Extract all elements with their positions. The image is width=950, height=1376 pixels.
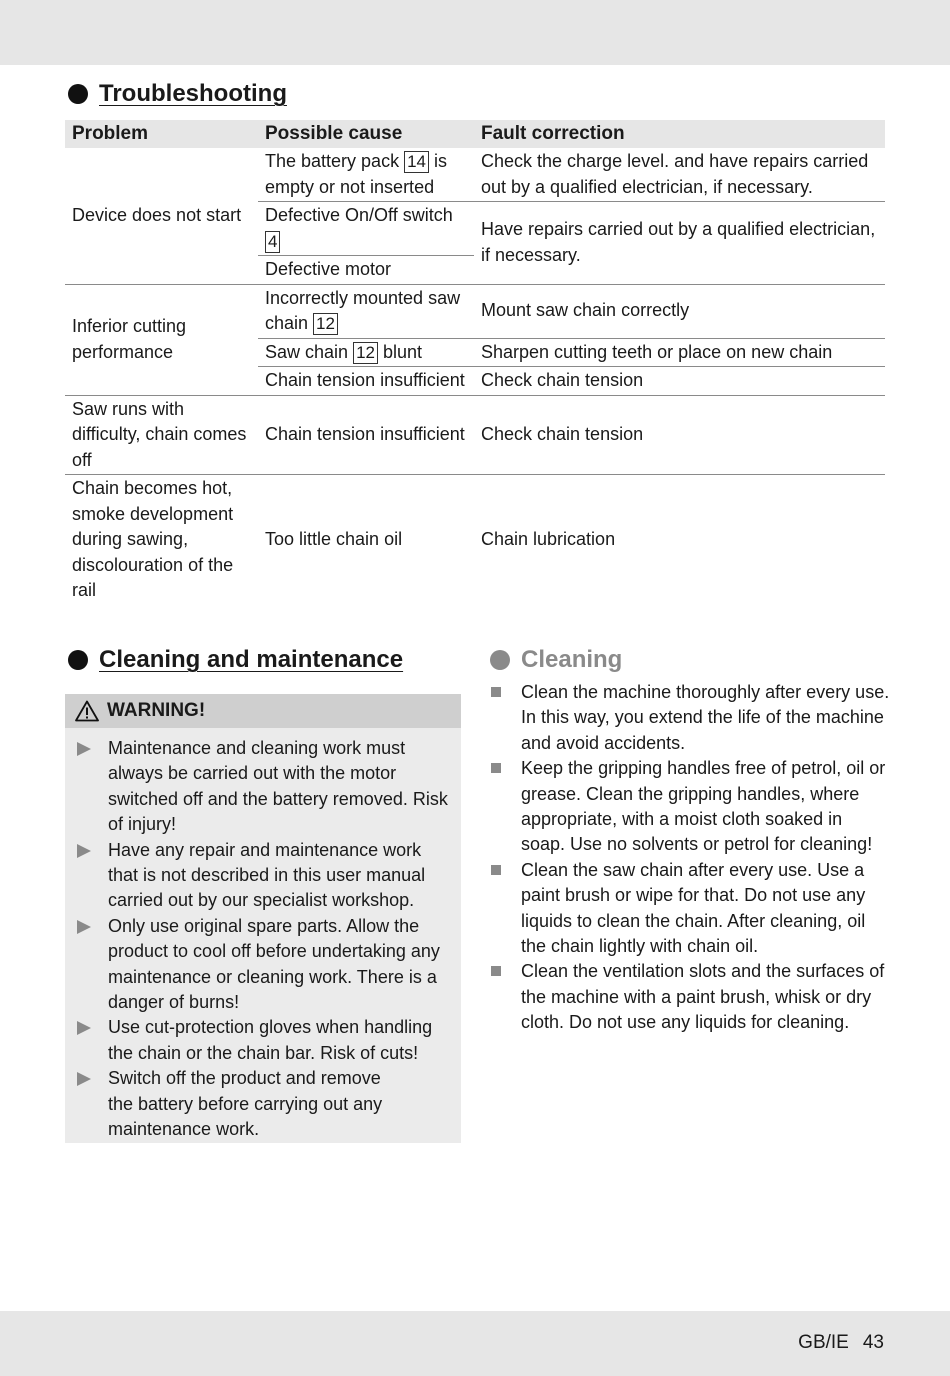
fix-cell [474, 395, 885, 475]
problem-text: Saw runs with difficulty, chain comes off [72, 398, 247, 470]
header-cause: Possible cause [258, 120, 474, 148]
list-item [75, 736, 449, 838]
maintenance-heading [68, 646, 403, 674]
square-bullet-icon [491, 763, 501, 773]
list-item-text: Clean the ventilation slots and the surfaces of the machine with a paint brush, whisk or dry cloth. Do not use any liquids for cleaning. [521, 961, 885, 1033]
problem-text: Device does not start [72, 205, 242, 225]
fix-cell [474, 367, 885, 396]
list-item [75, 838, 449, 914]
table-row [65, 475, 885, 605]
arrow-bullet-icon [77, 742, 91, 756]
table-row [65, 148, 885, 202]
cleaning-heading [490, 646, 622, 674]
cause-cell [258, 395, 474, 475]
cause-text: Chain tension insufficient [265, 370, 465, 390]
square-bullet-icon [491, 966, 501, 976]
list-item [75, 1066, 449, 1142]
fix-text: Check the charge level. and have repairs carried out by a qualified electrician, if necessary. [481, 151, 869, 197]
cause-cell [258, 338, 474, 367]
cause-text: The battery pack [265, 151, 400, 171]
troubleshooting-title: Troubleshooting [99, 80, 287, 107]
part-number-box: 12 [353, 342, 378, 364]
fix-cell [474, 202, 885, 285]
page-number: 43 [862, 1332, 884, 1353]
list-item-text: Keep the gripping handles free of petrol, oil or grease. Clean the gripping handles, where appropriate, with a moist cloth soaked in soap. Use no solvents or petrol for cleaning! [521, 758, 886, 855]
maintenance-title: Cleaning and maintenance [99, 646, 404, 673]
part-number-box: 14 [404, 151, 429, 173]
table-header-row [65, 120, 885, 148]
cause-text: Defective motor [265, 259, 392, 279]
arrow-bullet-icon [77, 920, 91, 934]
cause-text: is empty or not inserted [265, 151, 448, 197]
warning-title: WARNING! [107, 700, 206, 721]
part-number-box: 4 [265, 231, 280, 253]
problem-text: Inferior cutting performance [72, 316, 187, 362]
fix-text: Check chain tension [481, 424, 644, 444]
cause-text: Defective On/Off switch [265, 205, 453, 225]
cause-text: Too little chain oil [265, 529, 403, 549]
fix-cell [474, 284, 885, 338]
problem-cell [65, 475, 258, 605]
cause-cell [258, 256, 474, 285]
table-row [65, 395, 885, 475]
bullet-dot-icon [490, 650, 510, 670]
troubleshooting-table [65, 120, 885, 605]
cause-text: Saw chain [265, 341, 349, 362]
arrow-bullet-icon [77, 844, 91, 858]
list-item-text: Clean the saw chain after every use. Use a paint brush or wipe for that. Do not use any liquids to clean the chain. After cleaning, oil the chain lightly with chain oil. [521, 859, 866, 957]
list-item [490, 756, 890, 858]
square-bullet-icon [491, 865, 501, 875]
list-item-text: Switch off the product and remove the battery before carrying out any maintenance work. [108, 1068, 383, 1140]
cleaning-list [490, 680, 890, 1036]
list-item [490, 680, 890, 756]
problem-cell [65, 395, 258, 475]
cause-cell [258, 367, 474, 396]
page-footer [798, 1332, 884, 1354]
troubleshooting-heading [68, 80, 287, 108]
list-item-text: Clean the machine thoroughly after every use. In this way, you extend the life of the machine and avoid accidents. [521, 682, 890, 753]
table-row [65, 284, 885, 338]
cleaning-title: Cleaning [521, 646, 623, 673]
header-fix: Fault correction [474, 120, 885, 148]
cause-cell [258, 148, 474, 202]
cause-cell [258, 284, 474, 338]
warning-header [65, 694, 461, 728]
warning-box [65, 694, 461, 1143]
fix-cell [474, 338, 885, 367]
fix-text: Sharpen cutting teeth or place on new chain [481, 341, 833, 362]
list-item [75, 1015, 449, 1066]
problem-cell [65, 148, 258, 284]
language-code: GB/IE [798, 1332, 849, 1353]
cause-cell [258, 202, 474, 256]
top-band [0, 0, 950, 65]
warning-triangle-icon [75, 700, 99, 722]
arrow-bullet-icon [77, 1021, 91, 1035]
fix-text: Have repairs carried out by a qualified electrician, if necessary. [481, 219, 876, 265]
list-item [490, 858, 890, 960]
square-bullet-icon [491, 687, 501, 697]
cause-cell [258, 475, 474, 605]
bullet-dot-icon [68, 84, 88, 104]
list-item-text: Only use original spare parts. Allow the product to cool off before undertaking any maintenance or cleaning work. There is a danger of burns! [108, 915, 440, 1013]
fix-text: Check chain tension [481, 370, 644, 390]
cause-text: Incorrectly mounted saw chain [265, 287, 461, 333]
list-item-text: Use cut-protection gloves when handling the chain or the chain bar. Risk of cuts! [108, 1017, 433, 1063]
problem-cell [65, 284, 258, 395]
part-number-box: 12 [313, 313, 338, 335]
header-problem: Problem [65, 120, 258, 148]
warning-list [65, 728, 461, 1143]
list-item [490, 959, 890, 1035]
cause-text: Chain tension insufficient [265, 424, 465, 444]
fix-text: Chain lubrication [481, 529, 616, 549]
list-item [75, 914, 449, 1016]
fix-cell [474, 148, 885, 202]
arrow-bullet-icon [77, 1072, 91, 1086]
list-item-text: Have any repair and maintenance work that is not described in this user manual carried out by our specialist workshop. [108, 839, 426, 911]
list-item-text: Maintenance and cleaning work must always be carried out with the motor switched off and the battery removed. Risk of injury! [108, 738, 448, 835]
fix-text: Mount saw chain correctly [481, 300, 690, 321]
problem-text: Chain becomes hot, smoke development during sawing, discolouration of the rail [72, 478, 234, 600]
cause-text: blunt [383, 341, 423, 362]
fix-cell [474, 475, 885, 605]
bullet-dot-icon [68, 650, 88, 670]
